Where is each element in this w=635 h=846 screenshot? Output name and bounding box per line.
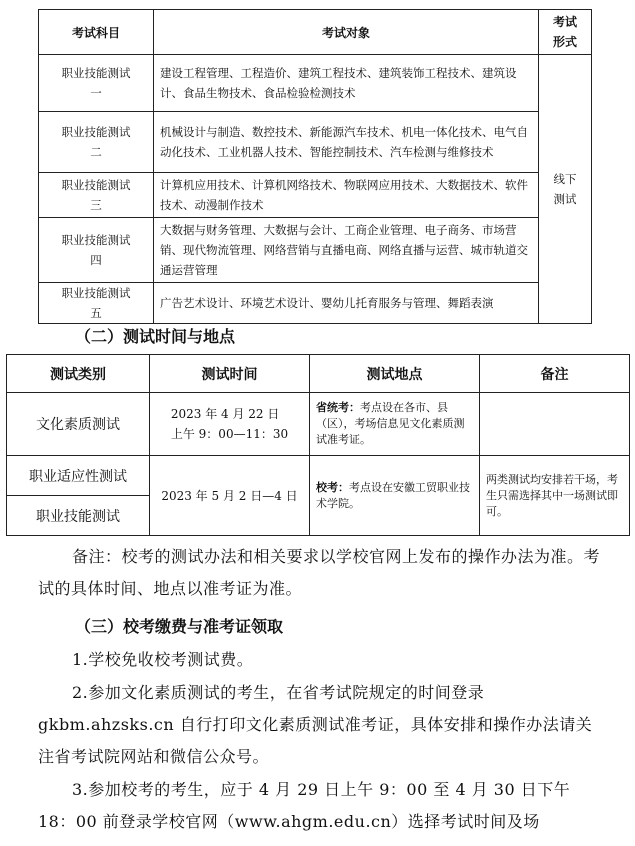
subject-cell: 职业技能测试 一 [39,55,154,112]
list-item: 1.学校免收校考测试费。 [72,650,254,669]
exam-subjects-table [38,9,592,324]
time-cell [150,393,310,456]
test-schedule-table [6,354,630,536]
subject-cell: 职业技能测试 二 [39,112,154,173]
remark-paragraph: 备注：校考的测试办法和相关要求以学校官网上发布的操作办法为准。考试的具体时间、地点以准考证为准。 [38,547,601,598]
subject-cell: 职业技能测试 五 [39,283,154,324]
target-cell: 广告艺术设计、环境艺术设计、婴幼儿托育服务与管理、舞蹈表演 [154,283,539,324]
place-text: 考点设在各市、县（区），考场信息见文化素质测试准考证。 [316,401,465,446]
exam-form-cell: 线下 测试 [539,55,592,324]
table-row [7,393,630,456]
note-cell: 两类测试均安排若干场，考生只需选择其中一场测试即可。 [480,456,630,536]
header-place: 测试地点 [310,355,480,393]
table-row [39,112,592,173]
header-note: 备注 [480,355,630,393]
place-cell [310,393,480,456]
note-cell-empty [480,393,630,456]
header-form: 考试 形式 [539,10,592,55]
target-cell: 机械设计与制造、数控技术、新能源汽车技术、机电一体化技术、电气自动化技术、工业机器人技术、智能控制技术、汽车检测与维修技术 [154,112,539,173]
table-row [39,173,592,218]
target-cell: 建设工程管理、工程造价、建筑工程技术、建筑装饰工程技术、建筑设计、食品生物技术、食品检验检测技术 [154,55,539,112]
table-row [39,55,592,112]
place-label: 省统考： [316,401,360,414]
place-text: 考点设在安徽工贸职业技术学院。 [316,480,470,510]
place-label: 校考： [316,480,349,494]
place-cell [310,456,480,536]
list-item: 3.参加校考的考生，应于 4 月 29 日上午 9：00 至 4 月 30 日下午 18：00 前登录学校官网（www.ahgm.edu.cn）选择考试时间及场 [38,780,571,831]
table-row [39,218,592,283]
list-item: 2.参加文化素质测试的考生，在省考试院规定的时间登录gkbm.ahzsks.cn 自行打印文化素质测试准考证，具体安排和操作办法请关注省考试院网站和微信公众号。 [38,683,593,766]
time-hours: 上午 9：00—11：30 [170,427,289,441]
category-cell: 职业适应性测试 [7,456,150,496]
header-category: 测试类别 [7,355,150,393]
category-cell: 职业技能测试 [7,496,150,536]
header-subject: 考试科目 [39,10,154,55]
target-cell: 计算机应用技术、计算机网络技术、物联网应用技术、大数据技术、软件技术、动漫制作技术 [154,173,539,218]
header-time: 测试时间 [150,355,310,393]
category-cell: 文化素质测试 [7,393,150,456]
section-heading-time-place: （二）测试时间与地点 [75,327,236,346]
table-row [39,283,592,324]
table-header-row [39,10,592,55]
table-header-row [7,355,630,393]
subject-cell: 职业技能测试 三 [39,173,154,218]
section-heading-fee-ticket: （三）校考缴费与准考证领取 [75,617,284,636]
target-cell: 大数据与财务管理、大数据与会计、工商企业管理、电子商务、市场营销、现代物流管理、网络营销与直播电商、网络直播与运营、城市轨道交通运营管理 [154,218,539,283]
time-cell: 2023 年 5 月 2 日—4 日 [150,456,310,536]
time-date: 2023 年 4 月 22 日 [170,407,280,421]
header-target: 考试对象 [154,10,539,55]
table-row [7,456,630,496]
subject-cell: 职业技能测试 四 [39,218,154,283]
